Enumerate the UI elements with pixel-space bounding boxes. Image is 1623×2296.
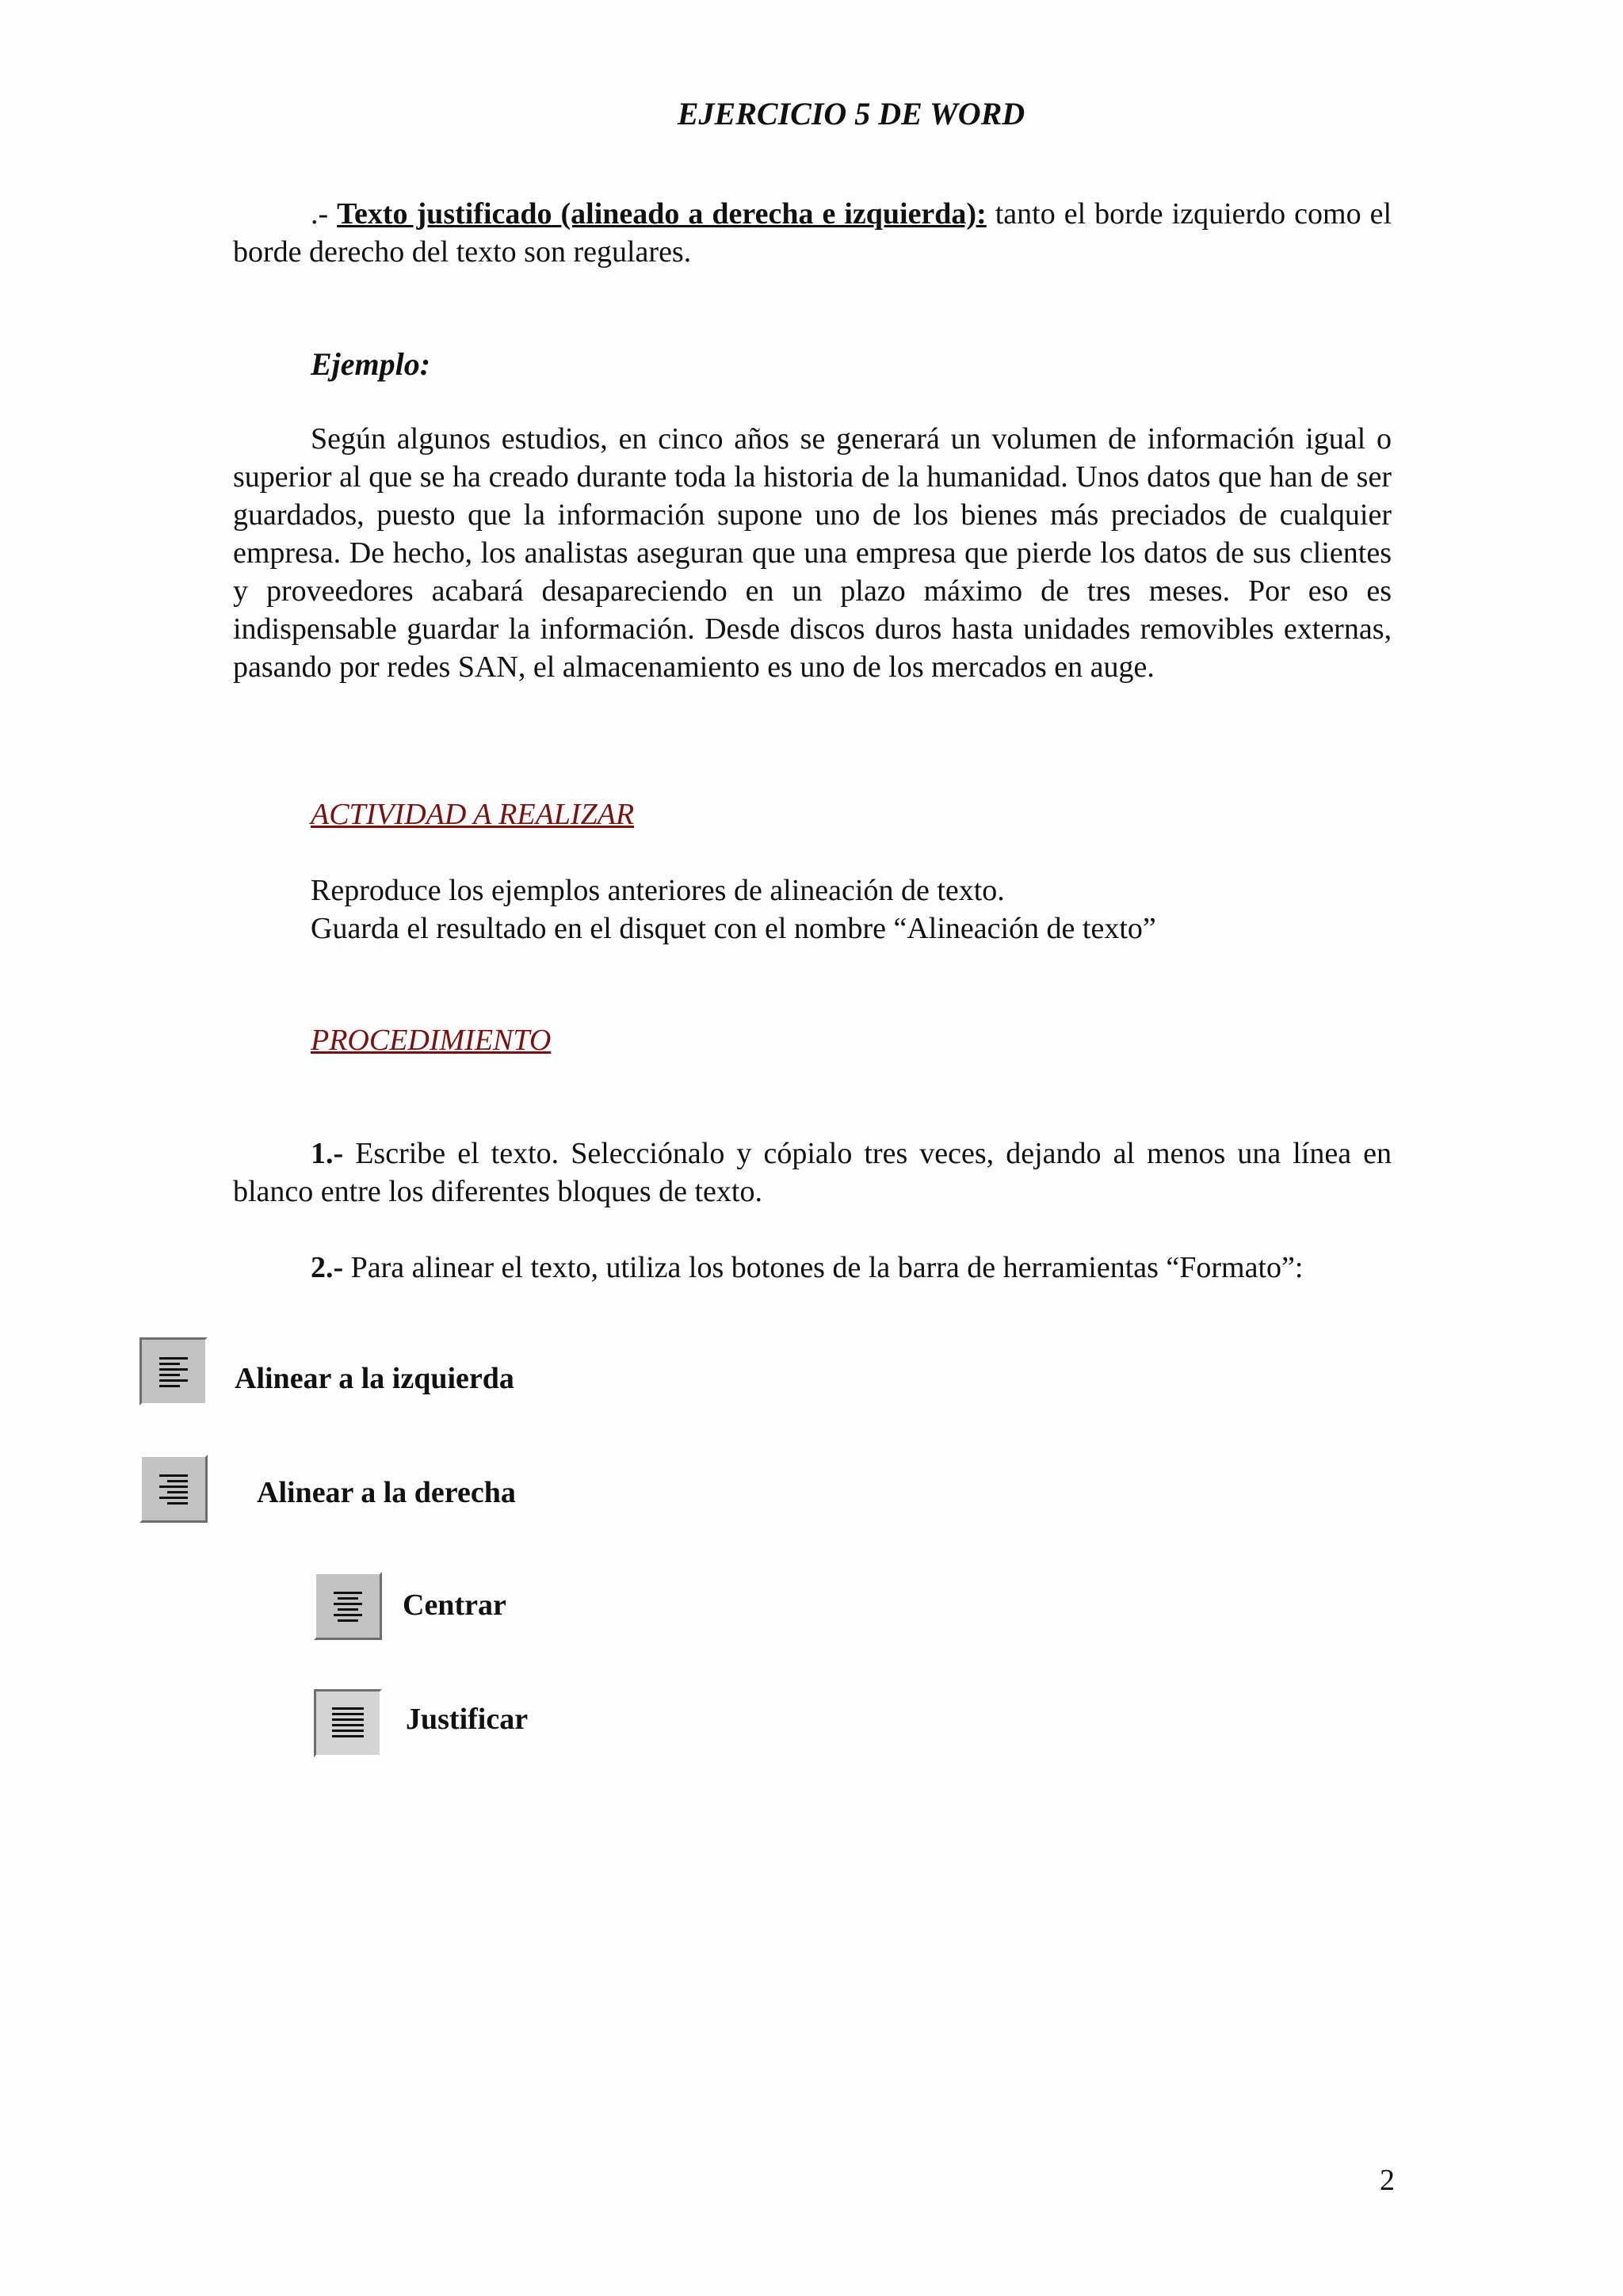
align-left-icon: [142, 1340, 205, 1403]
intro-prefix: .-: [311, 197, 338, 231]
step-1-number: 1.-: [311, 1137, 344, 1170]
align-justify-button[interactable]: [314, 1689, 382, 1757]
align-center-button[interactable]: [314, 1572, 382, 1640]
align-right-icon: [142, 1457, 205, 1520]
actividad-heading: ACTIVIDAD A REALIZAR: [311, 798, 635, 831]
intro-text: tanto el borde izquierdo como el borde derecho del texto son regulares.: [233, 197, 1392, 269]
actividad-line-2: Guarda el resultado en el disquet con el nombre “Alineación de texto”: [311, 912, 1156, 945]
actividad-line-1: Reproduce los ejemplos anteriores de alineación de texto.: [311, 874, 1005, 907]
step-1-text: Escribe el texto. Selecciónalo y cópialo tres veces, dejando al menos una línea en blanco entre los diferentes bloques de texto.: [233, 1137, 1392, 1208]
document-title: EJERCICIO 5 DE WORD: [677, 96, 1025, 132]
ejemplo-text: Según algunos estudios, en cinco años se generará un volumen de información igual o superior al que se ha creado durante toda la historia de la humanidad. Unos datos que han de ser guardados, puesto que la información supone uno de los bienes más preciados de cualquier empresa. De hecho, los analistas aseguran que una empresa que pierde los datos de sus clientes y proveedores acabará desapareciendo en un plazo máximo de tres meses. Por eso es indispensable guardar la información. Desde discos duros hasta unidades removibles externas, pasando por redes SAN, el almacenamiento es uno de los mercados en auge.: [233, 422, 1392, 684]
intro-paragraph: [233, 195, 1392, 271]
step-2-text: Para alinear el texto, utiliza los botones de la barra de herramientas “Formato”:: [343, 1251, 1304, 1284]
align-left-button[interactable]: [139, 1337, 208, 1405]
align-justify-label: Justificar: [406, 1703, 529, 1736]
ejemplo-label: Ejemplo:: [311, 346, 431, 382]
intro-term: Texto justificado (alineado a derecha e izquierda):: [337, 197, 987, 231]
align-right-button[interactable]: [139, 1455, 208, 1523]
procedimiento-heading: PROCEDIMIENTO: [311, 1024, 552, 1057]
align-justify-icon: [316, 1691, 380, 1755]
align-center-label: Centrar: [403, 1589, 506, 1622]
page-number: 2: [1380, 2164, 1395, 2197]
align-center-icon: [316, 1574, 380, 1638]
align-left-label: Alinear a la izquierda: [235, 1362, 514, 1395]
align-right-label: Alinear a la derecha: [257, 1476, 516, 1509]
ejemplo-paragraph: [233, 420, 1392, 686]
step-2-number: 2.-: [311, 1251, 344, 1284]
step-1: [233, 1135, 1392, 1211]
step-2: [233, 1249, 1392, 1287]
